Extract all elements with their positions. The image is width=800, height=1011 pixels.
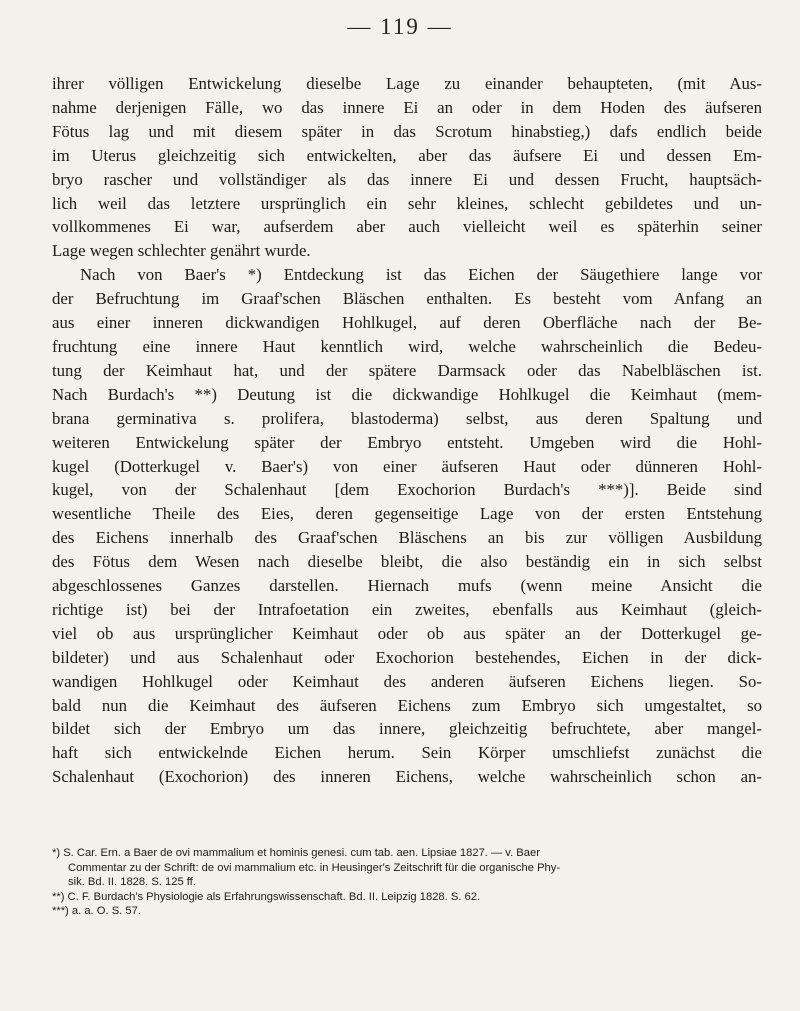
text-line: bald nun die Keimhaut des äufseren Eichens zum Embryo sich umgestaltet, so: [52, 695, 762, 715]
text-line: im Uterus gleichzeitig sich entwickelten, aber das äufsere Ei und dessen Em-: [52, 145, 762, 165]
footnotes: [52, 846, 762, 919]
text-line: lich weil das letztere ursprünglich ein sehr kleines, schlecht gebildetes und un-: [52, 193, 762, 213]
page-number-header: — 119 —: [347, 14, 453, 39]
text-line: Schalenhaut (Exochorion) des inneren Eichens, welche wahrscheinlich schon an-: [52, 767, 762, 787]
text-line: vollkommenes Ei war, aufserdem aber auch vielleicht weil es späterhin seiner: [52, 217, 762, 237]
text-line: wesentliche Theile des Eies, deren gegenseitige Lage von der ersten Entstehung: [52, 504, 762, 524]
text-line: fruchtung eine innere Haut kenntlich wird, welche wahrscheinlich die Bedeu-: [52, 336, 762, 356]
text-line: Nach von Baer's *) Entdeckung ist das Eichen der Säugethiere lange vor: [80, 265, 762, 285]
text-line: Fötus lag und mit diesem später in das Scrotum hinabstieg,) dafs endlich beide: [52, 121, 762, 141]
text-line: kugel, von der Schalenhaut [dem Exochorion Burdach's ***)]. Beide sind: [52, 480, 762, 500]
text-line: haft sich entwickelnde Eichen herum. Sein Körper umschliefst zunächst die: [52, 743, 762, 763]
footnote-line: sik. Bd. II. 1828. S. 125 ff.: [68, 876, 196, 889]
text-line: des Fötus dem Wesen nach dieselbe bleibt, die also beständig ein in sich selbst: [52, 552, 762, 572]
text-line: des Eichens innerhalb des Graaf'schen Bläschens an bis zur völligen Ausbildung: [52, 528, 762, 548]
text-line: richtige ist) bei der Intrafoetation ein zweites, ebenfalls aus Keimhaut (gleich-: [52, 599, 762, 619]
footnote-line: ***) a. a. O. S. 57.: [52, 905, 141, 918]
text-line: ihrer völligen Entwickelung dieselbe Lage zu einander behaupteten, (mit Aus-: [52, 74, 762, 93]
text-line: Lage wegen schlechter genährt wurde.: [52, 241, 311, 261]
text-line: der Befruchtung im Graaf'schen Bläschen enthalten. Es besteht vom Anfang an: [52, 289, 762, 309]
text-line: bildet sich der Embryo um das innere, gleichzeitig befruchtete, aber mangel-: [52, 719, 762, 739]
body-text: [52, 72, 762, 789]
text-line: bryo rascher und vollständiger als das innere Ei und dessen Frucht, hauptsäch-: [52, 169, 762, 189]
text-line: nahme derjenigen Fälle, wo das innere Ei an oder in dem Hoden des äufseren: [52, 97, 762, 117]
text-line: brana germinativa s. prolifera, blastoderma) selbst, aus deren Spaltung und: [52, 408, 762, 428]
text-line: weiteren Entwickelung später der Embryo entsteht. Umgeben wird die Hohl-: [52, 432, 762, 452]
text-line: Nach Burdach's **) Deutung ist die dickwandige Hohlkugel die Keimhaut (mem-: [52, 384, 762, 404]
footnote-line: *) S. Car. Ern. a Baer de ovi mammalium et hominis genesi. cum tab. aen. Lipsiae 1827. — v. Baer: [52, 847, 540, 859]
footnote-line: **) C. F. Burdach's Physiologie als Erfahrungswissenschaft. Bd. II. Leipzig 1828. S. 62.: [52, 890, 481, 903]
text-line: viel ob aus ursprünglicher Keimhaut oder ob aus später an der Dotterkugel ge-: [52, 623, 762, 643]
text-line: tung der Keimhaut hat, und der spätere Darmsack oder das Nabelbläschen ist.: [52, 360, 762, 380]
text-line: kugel (Dotterkugel v. Baer's) von einer äufseren Haut oder dünneren Hohl-: [52, 456, 762, 476]
text-line: wandigen Hohlkugel oder Keimhaut des anderen äufseren Eichens liegen. So-: [52, 671, 762, 691]
text-line: abgeschlossenes Ganzes darstellen. Hiernach mufs (wenn meine Ansicht die: [52, 576, 762, 596]
text-line: aus einer inneren dickwandigen Hohlkugel, auf deren Oberfläche nach der Be-: [52, 313, 762, 333]
footnote-line: Commentar zu der Schrift: de ovi mammalium etc. in Heusinger's Zeitschrift für die organische Phy-: [68, 861, 561, 874]
text-line: bildeter) und aus Schalenhaut oder Exochorion bestehendes, Eichen in der dick-: [52, 647, 762, 667]
